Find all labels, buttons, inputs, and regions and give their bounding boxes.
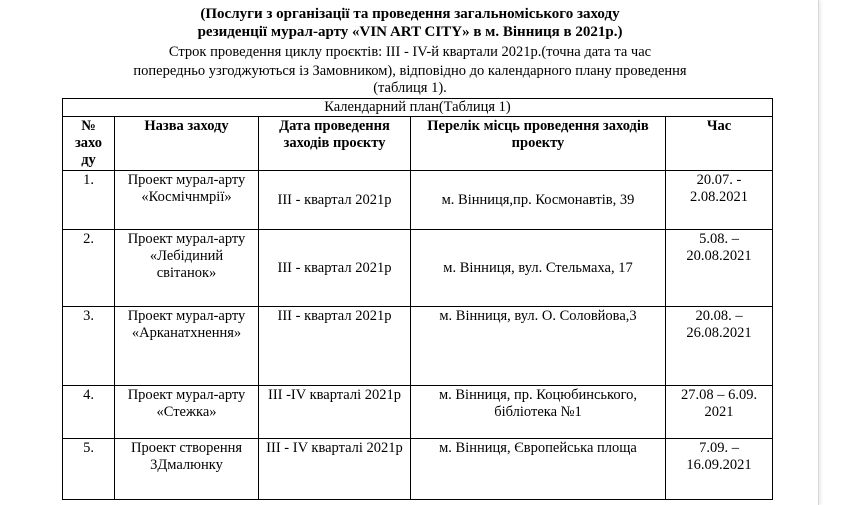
row-date: ІІІ - квартал 2021р xyxy=(259,171,411,230)
row-place: м. Вінниця, вул. Стельмаха, 17 xyxy=(411,230,666,307)
row-event-name: Проект мурал-арту «Лебідиний світанок» xyxy=(115,230,259,307)
row-number: 5. xyxy=(63,439,115,500)
row-event-name: Проект мурал-арту «Стежка» xyxy=(115,386,259,439)
row-event-name: Проект мурал-арту «Арканатхнення» xyxy=(115,307,259,386)
row-number: 2. xyxy=(63,230,115,307)
table-caption: Календарний план(Таблиця 1) xyxy=(63,99,773,117)
row-date: ІІІ - ІV кварталі 2021р xyxy=(259,439,411,500)
row-number: 1. xyxy=(63,171,115,230)
header-event-name: Назва заходу xyxy=(115,117,259,171)
row-event-name: Проект мурал-арту «Космічнмрії» xyxy=(115,171,259,230)
row-time: 5.08. – 20.08.2021 xyxy=(666,230,773,307)
term-paragraph-line-1: Строк проведення циклу проєктів: ІІІ - ІV-й квартали 2021р.(точна дата та час xyxy=(168,44,652,60)
table-header-row xyxy=(63,117,773,171)
row-time: 27.08 – 6.09. 2021 xyxy=(666,386,773,439)
row-time: 7.09. – 16.09.2021 xyxy=(666,439,773,500)
row-time: 20.07. - 2.08.2021 xyxy=(666,171,773,230)
table-caption-row xyxy=(63,99,773,117)
header-places: Перелік місць проведення заходів проекту xyxy=(411,117,666,171)
table-row xyxy=(63,386,773,439)
table-row xyxy=(63,439,773,500)
table-row xyxy=(63,230,773,307)
calendar-plan-table xyxy=(62,98,773,500)
row-time: 20.08. – 26.08.2021 xyxy=(666,307,773,386)
row-event-name: Проект створення 3Дмалюнку xyxy=(115,439,259,500)
row-place: м. Вінниця, пр. Коцюбинського, бібліотека №1 xyxy=(411,386,666,439)
row-number: 3. xyxy=(63,307,115,386)
row-place: м. Вінниця, Європейська площа xyxy=(411,439,666,500)
title-line-1: (Послуги з організації та проведення загальноміського заходу xyxy=(200,6,620,22)
row-place: м. Вінниця,пр. Космонавтів, 39 xyxy=(411,171,666,230)
term-paragraph-line-2: попередньо узгоджуються із Замовником), відповідно до календарного плану проведення xyxy=(133,63,687,79)
row-date: ІІІ -ІV кварталі 2021р xyxy=(259,386,411,439)
header-date: Дата проведення заходів проєкту xyxy=(259,117,411,171)
table-row xyxy=(63,307,773,386)
header-time: Час xyxy=(666,117,773,171)
table-row xyxy=(63,171,773,230)
row-number: 4. xyxy=(63,386,115,439)
row-date: ІІІ - квартал 2021р xyxy=(259,307,411,386)
term-paragraph-line-3: (таблиця 1). xyxy=(373,80,447,96)
header-number: № захо ду xyxy=(63,117,115,171)
title-line-2: резиденції мурал-арту «VIN ART CITY» в м. Вінниця в 2021р.) xyxy=(197,24,623,40)
row-place: м. Вінниця, вул. О. Соловйова,3 xyxy=(411,307,666,386)
row-date: ІІІ - квартал 2021р xyxy=(259,230,411,307)
